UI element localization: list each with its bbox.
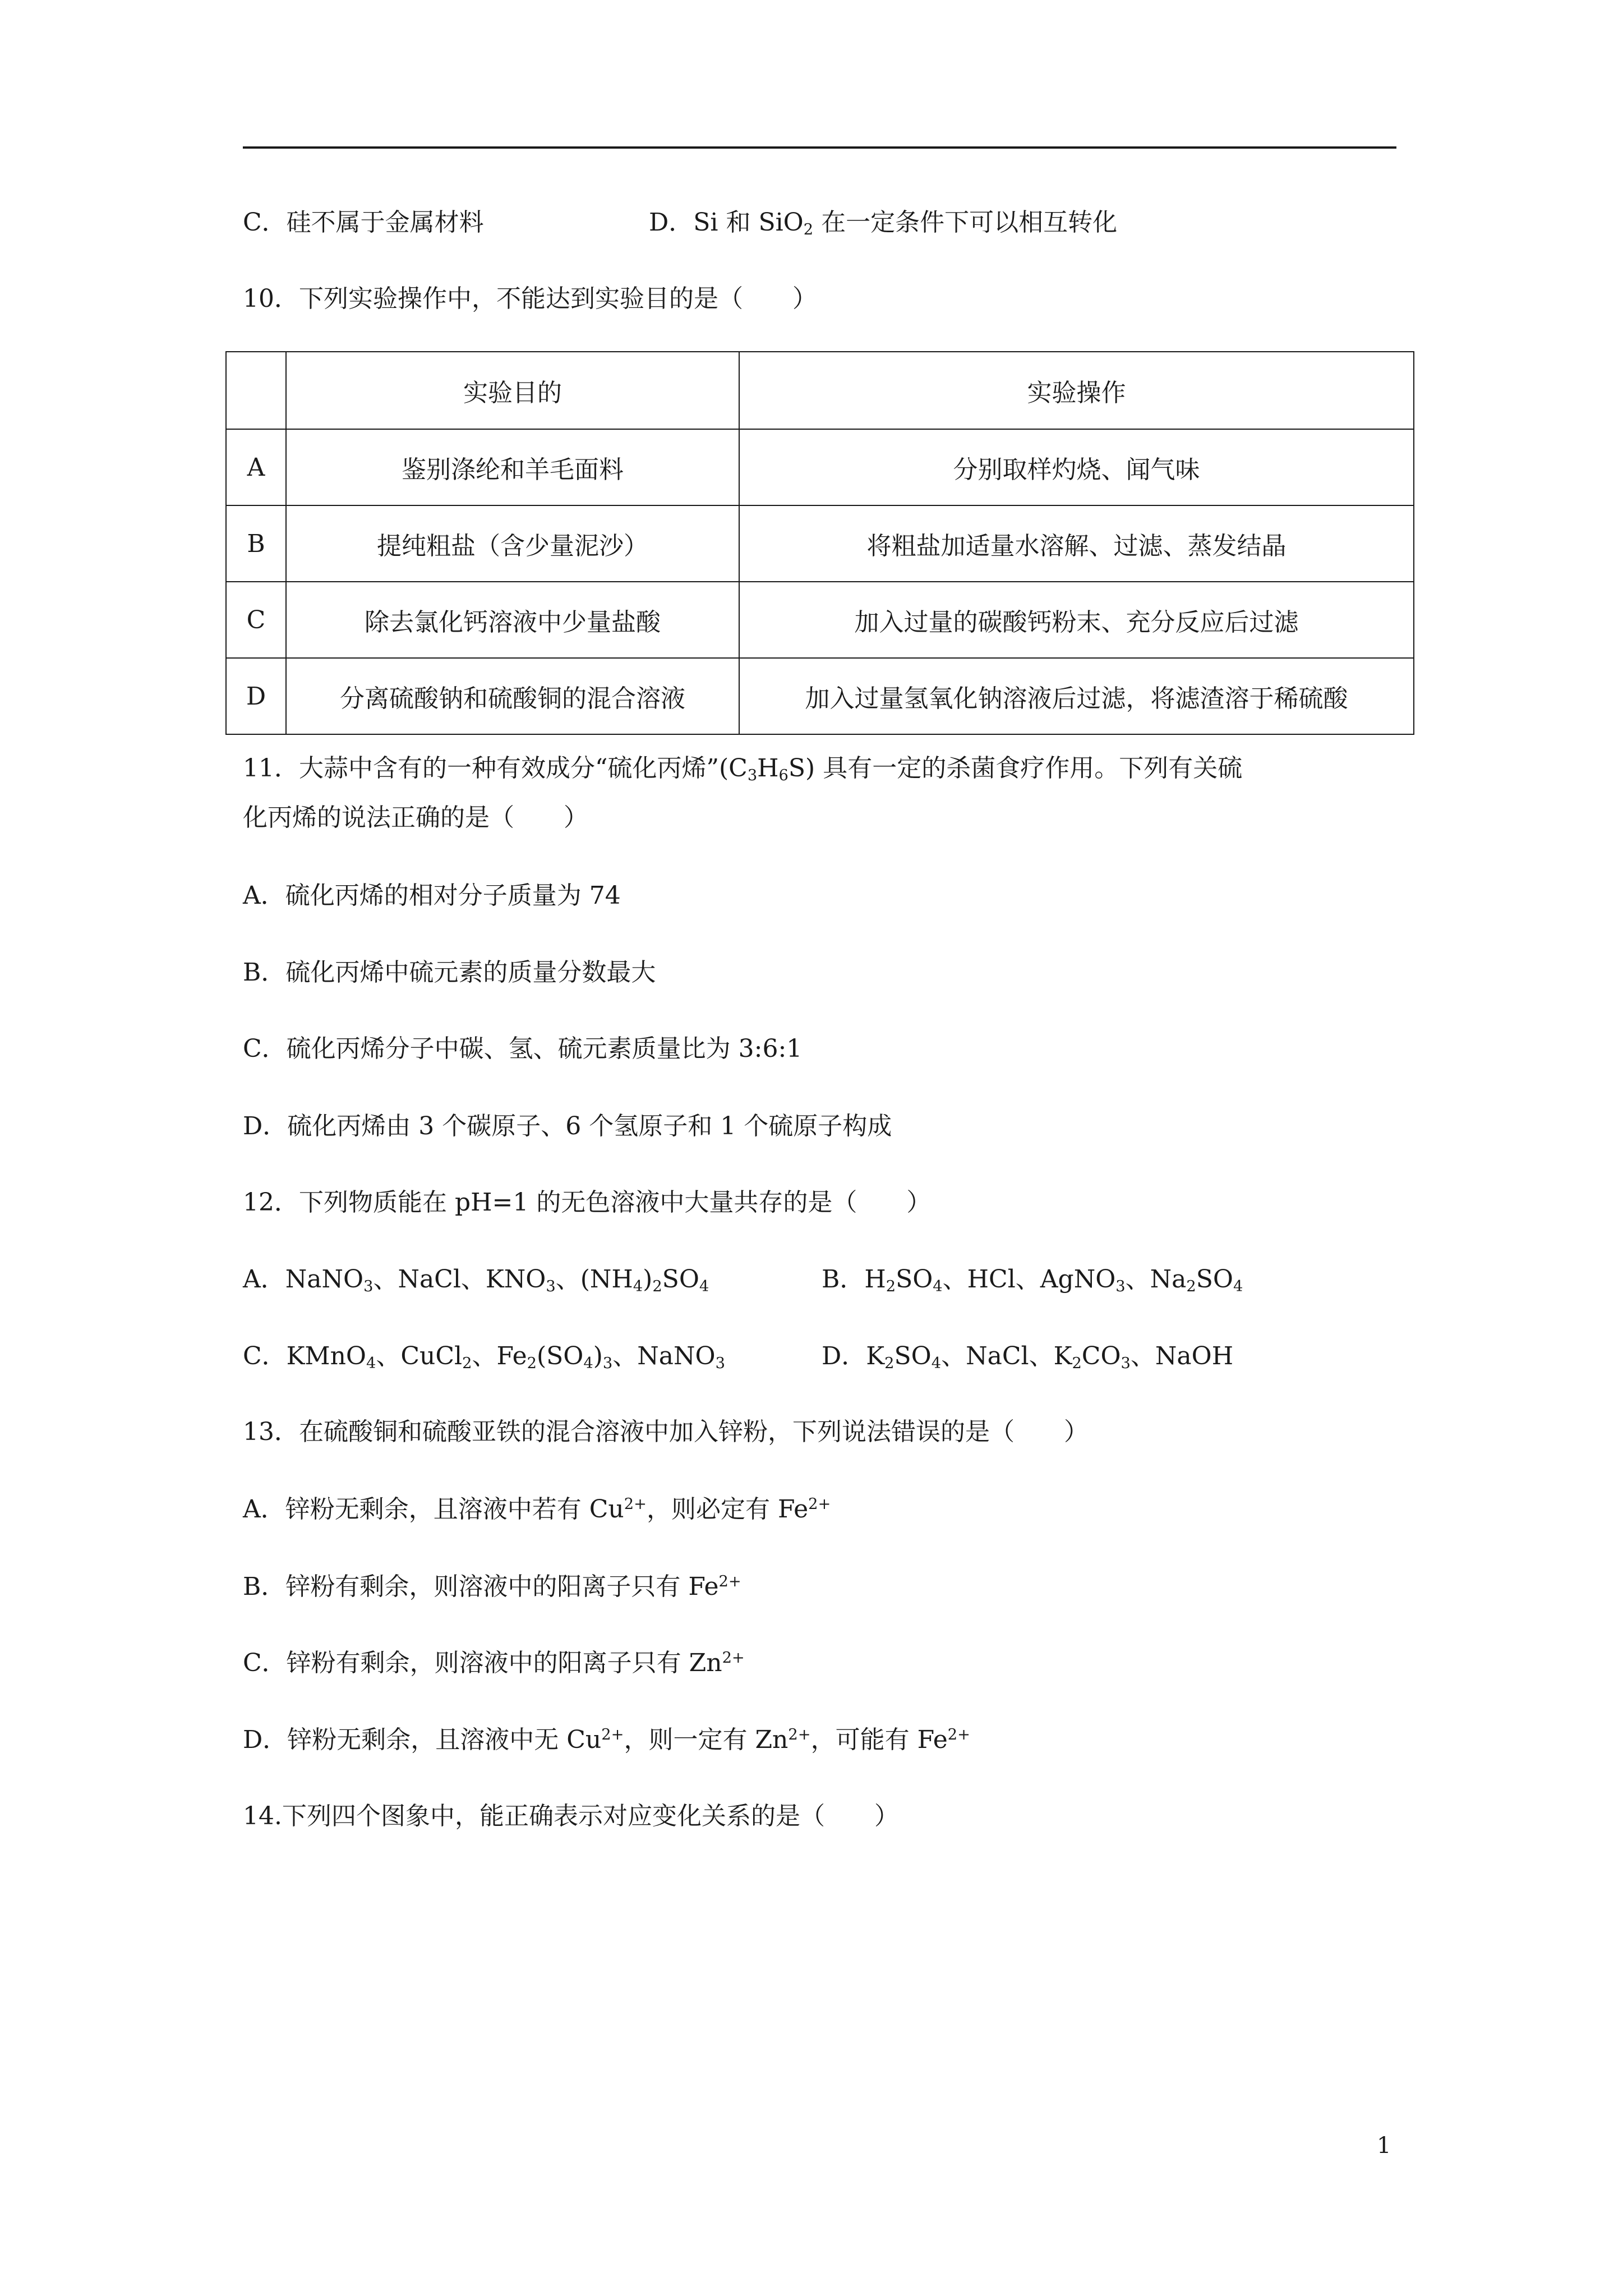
table-row (226, 505, 1414, 582)
row-purpose: 分离硫酸钠和硫酸铜的混合溶液 (286, 658, 739, 734)
row-purpose: 除去氯化钙溶液中少量盐酸 (286, 582, 739, 658)
q11-stem-line2: 化丙烯的说法正确的是（ ） (243, 803, 588, 832)
q9-option-d: D．Si 和 SiO$_2$ 在一定条件下可以相互转化 (649, 208, 1118, 238)
q13-option-d: D．锌粉无剩余，且溶液中无 $Cu^{2+}$，则一定有 $Zn^{2+}$，可能有 $Fe^{2+}$ (243, 1726, 970, 1754)
header-cell-operation: 实验操作 (739, 352, 1414, 429)
q12-option-a: A．NaNO$_3$、NaCl、$KNO_3$、$(NH_4)_2SO_4$ (243, 1265, 709, 1295)
q12-option-c: C．KMnO$_4$、CuCl$_2$、$Fe_2(SO_4)_3$、NaNO$_3$ (243, 1342, 725, 1372)
q14-stem: 14.下列四个图象中，能正确表示对应变化关系的是（ ） (243, 1802, 899, 1830)
table-header-row (226, 352, 1414, 429)
q12-stem: 12．下列物质能在 pH=1 的无色溶液中大量共存的是（ ） (243, 1188, 932, 1217)
row-operation: 加入过量的碳酸钙粉末、充分反应后过滤 (739, 582, 1414, 658)
row-operation: 将粗盐加适量水溶解、过滤、蒸发结晶 (739, 505, 1414, 582)
q13-stem: 13．在硫酸铜和硫酸亚铁的混合溶液中加入锌粉，下列说法错误的是（ ） (243, 1418, 1089, 1446)
q11-option-a: A．硫化丙烯的相对分子质量为 74 (243, 881, 621, 910)
header-rule (243, 146, 1396, 149)
row-label: C (226, 582, 286, 658)
q11-stem-line1: 11．大蒜中含有的一种有效成分“硫化丙烯$”(C_3H_6S)$ 具有一定的杀菌食疗作用。下列有关硫 (243, 754, 1243, 784)
q11-option-b: B．硫化丙烯中硫元素的质量分数最大 (243, 958, 656, 987)
q13-option-a: A．锌粉无剩余，且溶液中若有 $Cu^{2+}$，则必定有 $Fe^{2+}$ (243, 1495, 831, 1524)
row-label: D (226, 658, 286, 734)
q13-option-b: B．锌粉有剩余，则溶液中的阳离子只有 $Fe^{2+}$ (243, 1572, 741, 1601)
row-label: A (226, 429, 286, 505)
q10-stem: 10．下列实验操作中，不能达到实验目的是（ ） (243, 284, 817, 313)
header-cell-purpose: 实验目的 (286, 352, 739, 429)
q12-option-d: D．$K_2SO_4$、NaCl、$K_2CO_3$、NaOH (822, 1342, 1234, 1372)
q12-option-b: B．$H_2SO_4$、HCl、AgNO$_3$、$Na_2SO_4$ (822, 1265, 1243, 1295)
q10-table (225, 351, 1414, 735)
q11-option-d: D．硫化丙烯由 3 个碳原子、6 个氢原子和 1 个硫原子构成 (243, 1112, 892, 1140)
row-operation: 分别取样灼烧、闻气味 (739, 429, 1414, 505)
q13-option-c: C．锌粉有剩余，则溶液中的阳离子只有 $Zn^{2+}$ (243, 1649, 745, 1677)
q9-option-c: C．硅不属于金属材料 (243, 208, 484, 237)
row-label: B (226, 505, 286, 582)
header-cell-label (226, 352, 286, 429)
row-purpose: 提纯粗盐（含少量泥沙） (286, 505, 739, 582)
table-row (226, 658, 1414, 734)
table-row (226, 582, 1414, 658)
q11-option-c: C．硫化丙烯分子中碳、氢、硫元素质量比为 3:6:1 (243, 1034, 803, 1063)
row-purpose: 鉴别涤纶和羊毛面料 (286, 429, 739, 505)
row-operation: 加入过量氢氧化钠溶液后过滤，将滤渣溶于稀硫酸 (739, 658, 1414, 734)
table-row (226, 429, 1414, 505)
page-number: 1 (1377, 2133, 1391, 2159)
